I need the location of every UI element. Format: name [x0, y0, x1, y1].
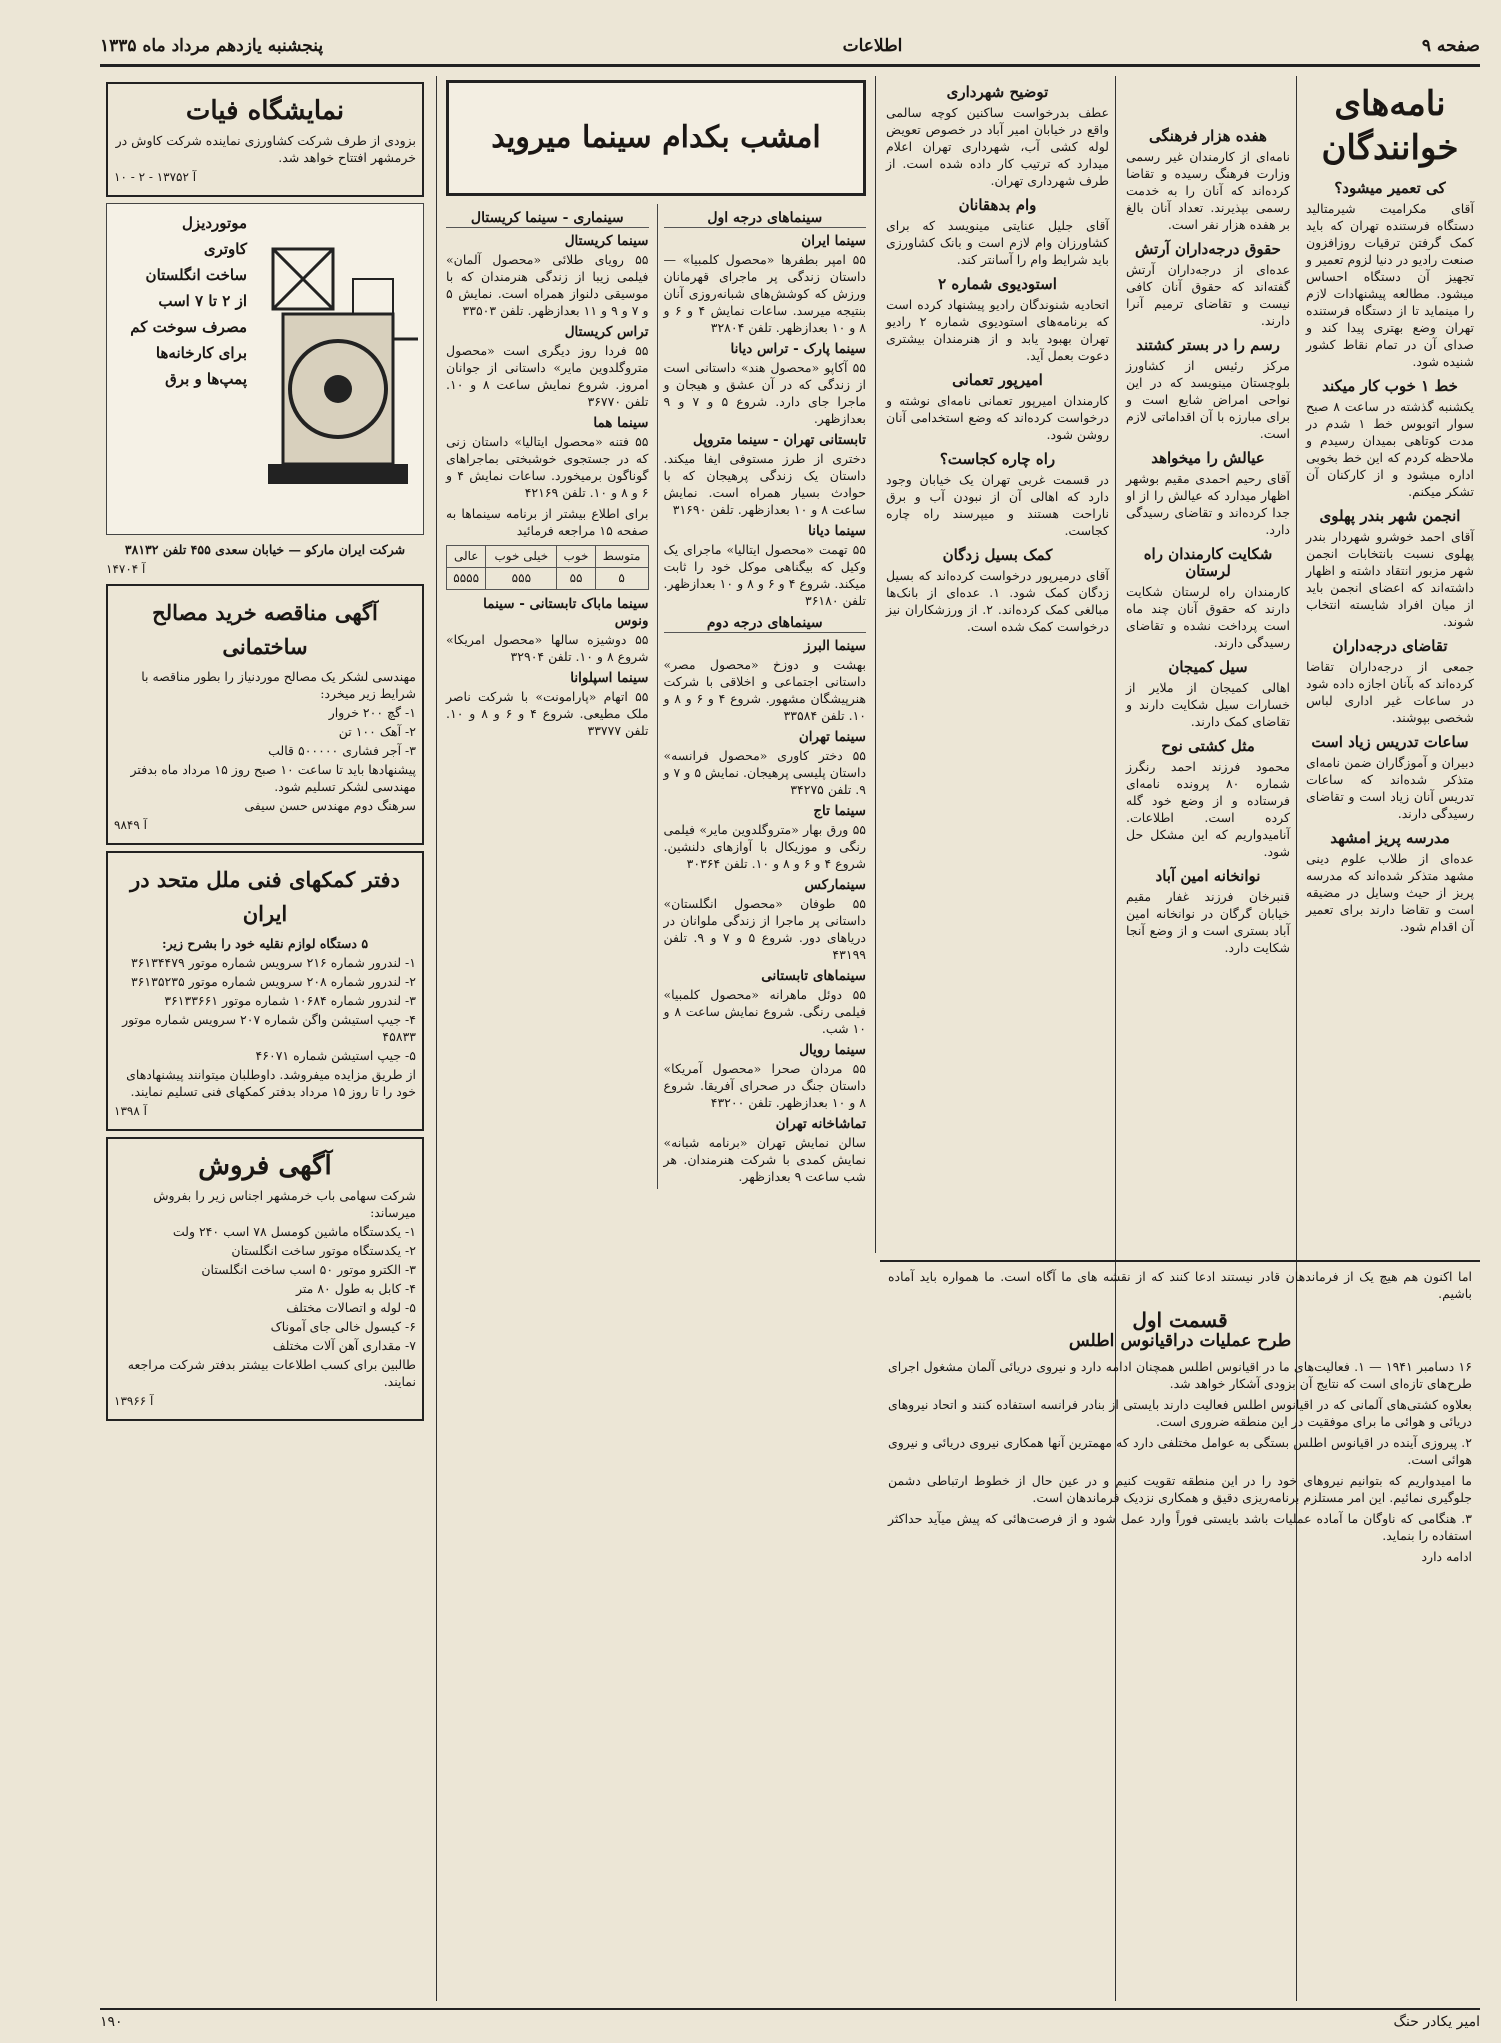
serial-paragraph: ما امیدواریم که بتوانیم نیروهای خود را در این منطقه تقویت کنیم و در عین حال از خطوط ارتباطی دشمن جلوگیری نمائیم. این امر مستلزم برنامه‌ریزی دقیق و همکاری نزدیک فرماندهان است.: [888, 1473, 1472, 1505]
sale-ref: آ ۱۳۹۶۶: [114, 1394, 154, 1408]
rating-cell: خوب: [557, 546, 595, 568]
fiat-ref: آ ۱۳۷۵۲ - ۲ - ۱۰: [114, 170, 197, 184]
article-title: حقوق درجه‌داران آرتش: [1135, 240, 1281, 258]
cinema-name: سینما البرز: [804, 638, 866, 654]
cinema-name: سینما ماباک تابستانی - سینما ونوس: [483, 596, 649, 629]
article-title: عیالش را میخواهد: [1151, 449, 1265, 467]
article-body: آقای جلیل عنایتی مینویسد که برای کشاورزان وام لازم است و بانک کشاورزی باید شرایط وام را آسانتر کند.: [886, 218, 1109, 267]
article-body: عده‌ای از درجه‌داران آرتش گفته‌اند که حقوق آنان کافی نیست و تقاضای ترمیم آنرا دارند.: [1126, 262, 1290, 328]
serial-story: [880, 1260, 1480, 2000]
article-title: انجمن شهر بندر پهلوی: [1319, 507, 1461, 525]
tender-lines: [114, 668, 416, 814]
tender-line: ۲- آهک ۱۰۰ تن: [338, 724, 416, 739]
letters2-list: [1126, 128, 1290, 956]
tender-line: پیشنهادها باید تا ساعت ۱۰ صبح روز ۱۵ مرداد ماه بدفتر مهندسی لشکر تسلیم شود.: [130, 762, 416, 794]
engine-ad-line: از ۲ تا ۷ اسب: [158, 292, 247, 310]
article-title: شکایت کارمندان راه لرستان: [1143, 545, 1273, 580]
letters-list: [1306, 180, 1474, 935]
cinema-name: سینماهای تابستانی: [761, 968, 866, 984]
article-body: آقای رحیم احمدی مقیم بوشهر اظهار میدارد که عیالش را از او جدا کرده‌اند و تقاضای رسیدگی دارد.: [1126, 471, 1290, 537]
serial-intro: اما اکنون هم هیچ یک از فرماندهان قادر نیستند ادعا کنند که از نقشه های ما آگاه است. ما همواره باید آماده باشیم.: [888, 1269, 1472, 1301]
cinema-listing: ۵۵ آکاپو «محصول هند» داستانی است از زندگی که در آن عشق و هیجان و ماجرا جای دارد. شروع ۵ و ۷ و ۹ بعدازظهر.: [663, 360, 867, 426]
article-title: مدرسه پریز امشهد: [1330, 829, 1450, 847]
article-body: یکشنبه گذشته در ساعت ۸ صبح سوار اتوبوس خط ۱ شدم در مدت کوتاهی بمیدان رسیدم و ملاحظه کردم که این خط بخوبی اداره میشود و از کارکنان آن تشکر میکنم.: [1306, 399, 1474, 499]
article-body: آقای احمد خوشرو شهردار بندر پهلوی نسبت بانتخابات انجمن شهر مزبور انتقاد داشته و اظهار داشته‌اند که اعضای انجمن باید از میان افراد شایسته انتخاب شوند.: [1306, 529, 1474, 629]
cinema-column-a: [657, 204, 867, 1189]
serial-paragraph: بعلاوه کشتی‌های آلمانی که در اقیانوس اطلس فعالیت دارند بایستی از بنادر فرانسه استفاده کنند و اتحاد نیروهای دریائی و هوائی ما برای موفقیت در این منطقه ضروری است.: [888, 1397, 1472, 1429]
engine-ad-line: مصرف سوخت کم: [130, 318, 247, 336]
article-body: آقای مکرامیت شیرمتالید دستگاه فرستنده تهران که باید کمک گرفتن ترقیات روزافزون صنعت رادیو در دنیا لزوم تعمیر و تجهیز آن دستگاه احساس میشود. مطالعه پیشنهادات لازم را مینماید تا از دستگاه فرستنده تهران وضع بهتری پیدا کند و صدای آن در تمام نقاط کشور شنیده شود.: [1306, 201, 1474, 369]
schedule-note: برای اطلاع بیشتر از برنامه سینماها به صفحه ۱۵ مراجعه فرمائید: [446, 506, 649, 538]
serial-paragraphs: [888, 1358, 1472, 1565]
sale-lines: [114, 1187, 416, 1390]
technical-line: ۳- لندرور شماره ۱۰۶۸۴ شماره موتور ۳۶۱۳۳۶۶۱: [164, 993, 416, 1008]
article-body: نامه‌ای از کارمندان غیر رسمی وزارت فرهنگ رسیده و تقاضا کرده‌اند که آنان را به خدمت رسمی بپذیرند. تعداد آنان بالغ بر هفده هزار نفر است.: [1126, 149, 1290, 232]
cinema-listing: ۵۵ طوفان «محصول انگلستان» داستانی پر ماجرا از زندگی ملوانان در دریاهای دور. شروع ۵ و ۷ و ۹. تلفن ۴۳۱۹۹: [663, 896, 866, 962]
engine-ad-line: ساخت انگلستان: [145, 266, 247, 284]
technical-line: ۴- جیپ استیشن واگن شماره ۲۰۷ سرویس شماره موتور ۴۵۸۳۳: [122, 1012, 416, 1044]
technical-title: دفتر کمکهای فنی ملل متحد در ایران: [130, 867, 400, 926]
article-body: قنبرخان فرزند غفار مقیم خیابان گرگان در نوانخانه امین آباد بستری است و از وضع آنجا شکایت دارد.: [1126, 889, 1290, 955]
technical-line: ۱- لندرور شماره ۲۱۶ سرویس شماره موتور ۳۶۱۳۴۴۷۹: [130, 955, 416, 970]
footer-signature: امیر یکادر حنگ: [1393, 2014, 1480, 2030]
rating-cell: ۵: [595, 568, 648, 590]
cinema-name: تراس کریستال: [564, 324, 649, 340]
article-title: سیل کمیجان: [1168, 658, 1248, 676]
sale-title: آگهی فروش: [198, 1151, 332, 1181]
article-title: هفده هزار فرهنگی: [1149, 127, 1267, 145]
serial-title: قسمت اول: [1132, 1308, 1228, 1332]
engine-ad-line: موتوردیزل: [182, 214, 247, 232]
serial-paragraph: ادامه دارد: [1421, 1549, 1472, 1564]
column-divider: [875, 76, 876, 1253]
article-body: آقای درمیرپور درخواست کرده‌اند که بسیل زدگان کمک شود. ۱. عده‌ای از بانک‌ها مبالغی کمک کرده‌اند. ۲. از ورزشکاران نیز درخواست کمک شده است.: [886, 568, 1109, 634]
cinema-name: سینما اسپلوانا: [570, 670, 649, 686]
sale-line: ۶- کیسول خالی جای آموناک: [270, 1319, 416, 1334]
cinema-section: [440, 76, 872, 2001]
article-body: اتحادیه شنوندگان رادیو پیشنهاد کرده است که برنامه‌های استودیوی شماره ۲ رادیو تهران بهبود یابد و از هنرمندان بیشتری دعوت بعمل آید.: [886, 297, 1109, 363]
cinema-section-head: سینماهای درجه دوم: [664, 615, 867, 633]
article-body: دبیران و آموزگاران ضمن نامه‌ای متذکر شده‌اند که ساعات تدریس آنان زیاد است و تقاضای رسیدگی دارند.: [1306, 755, 1474, 821]
tender-line: ۱- گچ ۲۰۰ خروار: [328, 705, 416, 720]
article-body: محمود فرزند احمد رنگرز شماره ۸۰ پرونده نامه‌ای فرستاده و از وضع خود گله کرده است. اطلاعات. آنامیدواریم که این مشکل حل شود.: [1126, 759, 1290, 859]
fiat-body: بزودی از طرف شرکت کشاورزی نماینده شرکت کاوش در خرمشهر افتتاح خواهد شد.: [115, 133, 416, 165]
cinema-name: سینما کریستال: [564, 233, 649, 249]
cinema-listing: بهشت و دوزخ «محصول مصر» داستانی اجتماعی و اخلاقی با شرکت هنرپیشگان مشهور. شروع ۴ و ۶ و ۸ و ۱۰. تلفن ۳۳۵۸۴: [663, 657, 867, 723]
sale-line: طالبین برای کسب اطلاعات بیشتر بدفتر شرکت مراجعه نمایند.: [127, 1357, 416, 1389]
cinema-listing: ۵۵ تهمت «محصول ایتالیا» ماجرای یک وکیل که بیگناهی موکل خود را ثابت میکند. شروع ۴ و ۶ و ۸ و ۱۰ بعدازظهر. تلفن ۳۶۱۸۰: [663, 542, 867, 608]
serial-paragraph: ۱۶ دسامبر ۱۹۴۱ — ۱. فعالیت‌های ما در اقیانوس اطلس همچنان ادامه دارد و نیروی دریائی آلمان مشغول اجرای طرح‌های تازه‌ای است که نتایج آن بزودی آشکار خواهد شد.: [888, 1359, 1472, 1391]
sale-line: ۳- الکترو موتور ۵۰ اسب ساخت انگلستان: [201, 1262, 416, 1277]
rating-cell: ۵۵۵: [486, 568, 557, 590]
sale-line: ۷- مقداری آهن آلات مختلف: [272, 1338, 416, 1353]
article-title: مثل کشتی نوح: [1161, 737, 1255, 755]
fiat-ad: [106, 82, 424, 197]
engine-ad-text: [107, 204, 253, 534]
cinema-name: سینما دیانا: [808, 523, 866, 539]
technical-line: ۵- جیپ استیشن شماره ۴۶۰۷۱: [255, 1048, 416, 1063]
technical-line: ۲- لندرور شماره ۲۰۸ سرویس شماره موتور ۳۶۱۳۵۲۳۵: [130, 974, 416, 989]
cinema-name: سینما ایران: [801, 233, 866, 249]
article-body: مرکز رئیس از کشاورز بلوچستان مینویسد که در این نواحی امراض شایع است و برای مبارزه با آن اقداماتی لازم است.: [1126, 358, 1290, 441]
page-header: [100, 28, 1480, 67]
fiat-title: نمایشگاه فیات: [185, 96, 345, 126]
ads-column: [100, 76, 430, 2001]
notices-column: [880, 76, 1115, 1253]
letters-title: نامه‌های خوانندگان: [1321, 84, 1459, 168]
article-title: خط ۱ خوب کار میکند: [1322, 377, 1458, 395]
tender-line: مهندسی لشکر یک مصالح موردنیاز را بطور مناقصه با شرایط زیر میخرد:: [141, 669, 416, 701]
sale-ad: [106, 1137, 424, 1421]
cinema-name: سینما پارک - تراس دیانا: [730, 341, 866, 357]
footer-number: ۱۹۰: [100, 2014, 123, 2030]
engine-company: شرکت ایران مارکو — خیابان سعدی ۴۵۵ تلفن ۳۸۱۳۲: [124, 542, 406, 557]
article-title: رسم را در بستر کشتند: [1136, 336, 1280, 354]
article-title: وام بدهقانان: [958, 196, 1037, 214]
article-body: کارمندان راه لرستان شکایت دارند که حقوق آنان چند ماه است پرداخت نشده و تقاضای رسیدگی دارند.: [1126, 584, 1290, 650]
article-body: کارمندان امیرپور تعمانی نامه‌ای نوشته و درخواست کرده‌اند که وضع استخدامی آنان روشن شود.: [886, 393, 1109, 442]
notices-list: [886, 84, 1109, 635]
technical-lines: [114, 954, 416, 1100]
paper-name: اطلاعات: [842, 36, 903, 56]
cinema-listing: دختری از طرز مستوفی ایفا میکند. داستان یک زندگی پرهیجان که با حوادث بسیار همراه است. نمایش ساعت ۸ و ۱۰ بعدازظهر. تلفن ۳۱۶۹۰: [663, 451, 866, 517]
rating-cell: خیلی خوب: [486, 546, 557, 568]
diesel-engine-icon: [253, 219, 423, 519]
rating-row: [447, 546, 649, 568]
tender-line: ۳- آجر فشاری ۵۰۰۰۰۰ قالب: [268, 743, 416, 758]
cinema-name: سینما هما: [593, 415, 649, 431]
technical-subtitle: ۵ دستگاه لوازم نقلیه خود را بشرح زیر:: [161, 936, 369, 951]
column-divider: [436, 76, 437, 2001]
cinema-name: سینمارکس: [804, 877, 866, 893]
cinema-name: سینما تهران: [798, 729, 866, 745]
serial-paragraph: ۳. هنگامی که ناوگان ما آماده عملیات باشد بایستی فوراً وارد عمل شود و از فرصت‌هائی که پیش میآید حداکثر استفاده را بنماید.: [888, 1511, 1472, 1543]
article-title: امیرپور تعمانی: [952, 371, 1043, 389]
rating-table: [446, 545, 649, 590]
technical-aid-ad: [106, 851, 424, 1131]
engine-ad-line: کاوتری: [203, 240, 247, 258]
cinema-listing: ۵۵ فردا روز دیگری است «محصول متروگلدوین مایر» داستانی از جوانان امروز. شروع نمایش ساعت ۸ و ۱۰. تلفن ۳۶۷۷۰: [446, 343, 649, 409]
sale-line: ۲- یکدستگاه موتور ساخت انگلستان: [231, 1243, 416, 1258]
sale-line: ۱- یکدستگاه ماشین کومسل ۷۸ اسب ۲۴۰ ولت: [172, 1224, 416, 1239]
sale-line: ۵- لوله و اتصالات مختلف: [286, 1300, 416, 1315]
cinema-listing: ۵۵ دوئل ماهرانه «محصول کلمبیا» فیلمی رنگی. شروع نمایش ساعت ۸ و ۱۰ شب.: [663, 987, 866, 1036]
tender-ref: آ ۹۸۴۹: [114, 818, 147, 832]
technical-ref: آ ۱۳۹۸: [114, 1104, 147, 1118]
cinema-listing: ۵۵ دختر کاوری «محصول فرانسه» داستان پلیسی پرهیجان. نمایش ۵ و ۷ و ۹. تلفن ۳۴۲۷۵: [663, 748, 867, 797]
engine-ad-line: پمپ‌ها و برق: [165, 370, 247, 388]
tender-title: آگهی مناقصه خرید مصالح ساختمانی: [152, 600, 378, 659]
article-title: نوانخانه امین آباد: [1155, 867, 1261, 885]
cinema-listing: ۵۵ رویای طلائی «محصول آلمان» فیلمی زیبا از زندگی هنرمندان که با موسیقی دلنواز همراه است. نمایش ۵ و ۷ و ۹ و ۱۱ بعدازظهر. تلفن ۳۳۵۰۳: [446, 252, 649, 318]
article-body: عطف بدرخواست ساکنین کوچه سالمی واقع در خیابان امیر آباد در خصوص تعویض لوله کشی آب، شهرداری تهران اعلام میدارد که ترتیب کار داده شده است. از طرف شهرداری تهران.: [886, 105, 1109, 188]
serial-paragraph: ۲. پیروزی آینده در اقیانوس اطلس بستگی به عوامل مختلفی دارد که مهمترین آنها همکاری نیروی دریائی و نیروی هوائی است.: [888, 1435, 1472, 1467]
rating-cell: عالی: [447, 546, 486, 568]
article-title: کی تعمیر میشود؟: [1334, 179, 1446, 197]
sale-line: ۴- کابل به طول ۸۰ متر: [296, 1281, 416, 1296]
cinema-column-b: [446, 204, 649, 1189]
cinema-name: تماشاخانه تهران: [775, 1116, 866, 1132]
cinema-listing: ۵۵ مردان صحرا «محصول آمریکا» داستان جنگ در صحرای آفریقا. شروع ۸ و ۱۰ بعدازظهر. تلفن ۴۳۲۰۰: [663, 1061, 866, 1110]
cinema-listing: سالن نمایش تهران «برنامه شبانه» نمایش کمدی با شرکت هنرمندان. هر شب ساعت ۹ بعدازظهر.: [663, 1135, 866, 1184]
cinema-banner: امشب بکدام سینما میروید: [446, 80, 866, 196]
engine-illustration: [253, 204, 423, 534]
article-title: کمک بسیل زدگان: [942, 546, 1053, 564]
article-body: در قسمت غربی تهران یک خیابان وجود دارد که اهالی آن از نبودن آب و برق ناراحت هستند و میپرسند راه چاره کجاست.: [886, 472, 1109, 538]
cinema-section-head: سینماری - سینما کریستال: [446, 210, 649, 228]
sale-line: شرکت سهامی باب خرمشهر اجناس زیر را بفروش میرساند:: [153, 1188, 416, 1220]
tender-ad: [106, 584, 424, 845]
article-title: توضیح شهرداری: [946, 83, 1049, 101]
engine-ad: [106, 203, 424, 535]
technical-line: از طریق مزایده میفروشد. داوطلبان میتوانند پیشنهادهای خود را تا روز ۱۵ مرداد بدفتر کمکهای فنی تسلیم نمایند.: [126, 1067, 416, 1099]
serial-subtitle: طرح عملیات دراقیانوس اطلس: [1068, 1331, 1292, 1351]
cinema-name: سینما تاج: [813, 803, 866, 819]
engine-ref: آ ۱۴۷۰۴: [106, 562, 146, 576]
cinema-listing: ۵۵ امپر بطفرها «محصول کلمبیا» — داستان زندگی پر ماجرای قهرمانان ورزش که کوشش‌های شبانه‌روزی آنان بنتیجه میرسد. ساعات نمایش ۴ و ۶ و ۸ و ۱۰ بعدازظهر. تلفن ۳۲۸۰۴: [663, 252, 867, 335]
rating-cell: ۵۵: [557, 568, 595, 590]
article-body: عده‌ای از طلاب علوم دینی مشهد متذکر شده‌اند که مدرسه پریز از حیث وسایل در مضیقه است و تقاضا دارند برای تعمیر آن اقدام شود.: [1306, 851, 1474, 934]
article-body: اهالی کمیجان از ملایر از خسارات سیل شکایت دارند و تقاضای کمک دارند.: [1126, 680, 1290, 729]
issue-date: پنجشنبه یازدهم مرداد ماه ۱۳۳۵: [100, 36, 324, 56]
page-footer: [100, 2008, 1480, 2034]
cinema-section-head: سینماهای درجه اول: [664, 210, 867, 228]
cinema-listing: ۵۵ فتنه «محصول ایتالیا» داستان زنی که در جستجوی خوشبختی بماجراهای گوناگون برمیخورد. ساعات نمایش ۴ و ۶ و ۸ و ۱۰. تلفن ۴۲۱۶۹: [446, 434, 649, 500]
cinema-listing: ۵۵ اتهام «پارامونت» با شرکت ناصر ملک مطیعی. شروع ۴ و ۶ و ۸ و ۱۰. تلفن ۳۳۷۷۷: [446, 689, 649, 738]
article-body: جمعی از درجه‌داران تقاضا کرده‌اند که بآنان اجازه داده شود در ساعات غیر اداری لباس شخصی بپوشند.: [1306, 659, 1474, 725]
cinema-listing: ۵۵ دوشیزه سالها «محصول امریکا» شروع ۸ و ۱۰. تلفن ۳۲۹۰۴: [446, 632, 649, 664]
rating-cell: متوسط: [595, 546, 648, 568]
cinema-name: سینما رویال: [799, 1042, 866, 1058]
article-title: ساعات تدریس زیاد است: [1311, 733, 1469, 751]
article-title: راه چاره کجاست؟: [939, 450, 1056, 468]
page-number: صفحه ۹: [1421, 36, 1480, 56]
cinema-listing: ۵۵ ورق بهار «متروگلدوین مایر» فیلمی رنگی و موزیکال با آوازهای دلنشین. شروع ۴ و ۶ و ۸ و ۱۰. تلفن ۳۰۳۶۴: [663, 822, 866, 871]
tender-line: سرهنگ دوم مهندس حسن سیفی: [244, 798, 416, 813]
rating-cell: ۵۵۵۵: [447, 568, 486, 590]
rating-row: [447, 568, 649, 590]
cinema-columns: [446, 204, 866, 1189]
article-title: استودیوی شماره ۲: [938, 275, 1057, 293]
engine-ad-line: برای کارخانه‌ها: [155, 344, 247, 362]
article-title: تقاضای درجه‌داران: [1332, 637, 1448, 655]
cinema-name: تابستانی تهران - سینما متروپل: [693, 432, 866, 448]
